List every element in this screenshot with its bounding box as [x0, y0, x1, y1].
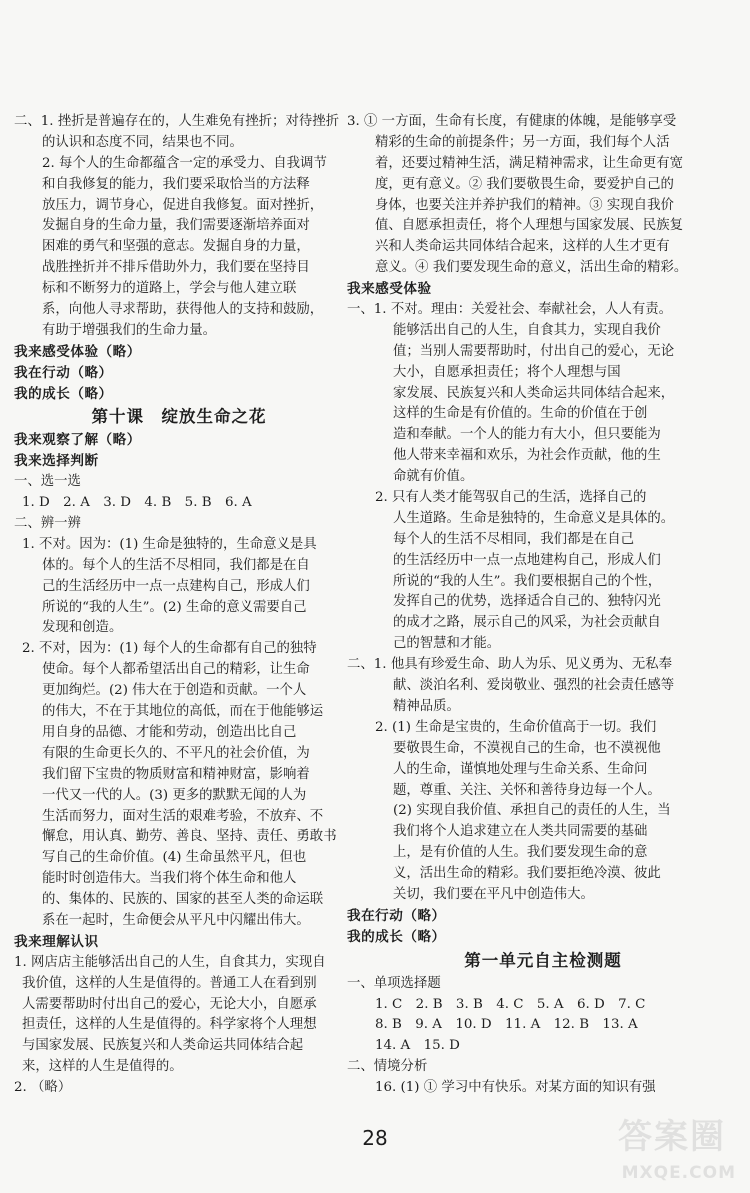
page-number: 28: [362, 1126, 388, 1150]
section-heading: 我的成长（略）: [14, 385, 113, 402]
section-heading: 我在行动（略）: [347, 907, 446, 924]
section-heading: 我来感受体验（略）: [14, 343, 141, 360]
text-line: 献、淡泊名利、爱岗敬业、强烈的社会责任感等: [393, 678, 675, 694]
text-line: 每个人的生活不尽相同，我们都是在自己: [393, 531, 635, 547]
text-line: 更加绚烂。(2) 伟大在于创造和贡献。一个人: [42, 683, 307, 699]
text-line: 意义。④ 我们要发现生命的意义，活出生命的精彩。: [375, 260, 688, 276]
text-line: 要敬畏生命，不漠视自己的生命，也不漠视他: [393, 740, 661, 756]
text-line: 一、选一选: [14, 474, 81, 490]
text-line: 值；当别人需要帮助时，付出自己的爱心，无论: [393, 343, 675, 359]
text-line: 的成才之路，展示自己的风采，为社会贡献自: [393, 615, 661, 631]
text-line: 一、单项选择题: [347, 975, 441, 991]
text-line: 所说的“我的人生”。我们要根据自己的个性，: [393, 573, 662, 589]
text-line: 写自己的生命价值。(4) 生命虽然平凡，但也: [42, 850, 307, 866]
text-line: 造和奉献。一个人的能力有大小，但只要能为: [393, 427, 661, 443]
text-line: 二、情境分析: [347, 1059, 428, 1075]
text-line: 战胜挫折并不排斥借助外力，我们要在坚持目: [42, 260, 310, 276]
text-line: 发现和创造。: [42, 620, 123, 636]
text-line: 2. 每个人的生命都蕴含一定的承受力、自我调节: [42, 155, 327, 171]
text-line: 这样的生命是有价值的。生命的价值在于创: [393, 406, 648, 422]
text-line: 大小，自愿承担责任；将个人理想与国: [393, 364, 621, 380]
text-line: 16. (1) ① 学习中有快乐。对某方面的知识有强: [375, 1080, 656, 1096]
text-line: 有限的生命更长久的、不平凡的社会价值，为: [42, 745, 310, 761]
text-line: 1. D 2. A 3. D 4. B 5. B 6. A: [22, 495, 252, 511]
text-line: (2) 实现自我价值、承担自己的责任的人生，当: [393, 803, 671, 819]
text-line: 的认识和态度不同，结果也不同。: [42, 134, 243, 150]
text-line: 命就有价值。: [393, 469, 474, 485]
text-line: 使命。每个人都希望活出自己的精彩，让生命: [42, 662, 310, 678]
watermark-logo: [604, 1107, 744, 1185]
text-line: 义，活出生命的精彩。我们要拒绝冷漠、彼此: [393, 866, 661, 882]
text-line: 身体，也要关注并养护我们的精神。③ 实现自我价: [375, 197, 674, 213]
text-line: 题，尊重、关注、关怀和善待身边每一个人。: [393, 782, 661, 798]
text-line: 他人带来幸福和欢乐，为社会作贡献，他的生: [393, 448, 661, 464]
text-line: 人需要帮助时付出自己的爱心，无论大小，自愿承: [22, 996, 317, 1012]
text-line: 精神品质。: [393, 698, 460, 714]
text-line: 家发展、民族复兴和人类命运共同体结合起来，: [393, 385, 675, 401]
text-line: 3. ① 一方面，生命有长度，有健康的体魄，是能够享受: [347, 114, 677, 129]
text-line: 体的。每个人的生活不尽相同，我们都是在自: [42, 557, 310, 573]
watermark-text: 答案圈: [618, 1117, 726, 1157]
lesson-title: 第十课 绽放生命之花: [91, 407, 267, 427]
text-line: 用自身的品德、才能和劳动，创造出比自己: [42, 724, 297, 740]
text-line: 二、1. 挫折是普遍存在的，人生难免有挫折；对待挫折: [14, 114, 340, 129]
text-line: 所说的“我的人生”。(2) 生命的意义需要自己: [42, 599, 307, 615]
text-line: 2. (1) 生命是宝贵的，生命价值高于一切。我们: [375, 719, 657, 735]
text-line: 关切，我们要在平凡中创造伟大。: [393, 886, 594, 902]
text-line: 二、1. 他具有珍爱生命、助人为乐、见义勇为、无私奉: [347, 657, 673, 673]
text-line: 着，还要过精神生活，满足精神需求，让生命更有宽: [375, 155, 683, 171]
section-heading: 我来观察了解（略）: [14, 432, 141, 449]
text-line: 发掘自身的生命力量，我们需要逐渐培养面对: [42, 218, 310, 234]
watermark-url: MXQE.COM: [621, 1163, 736, 1183]
text-line: 能够活出自己的人生，自食其力，实现自我价: [393, 322, 661, 338]
text-line: 的伟大，不在于其地位的高低，而在于他能够运: [42, 704, 324, 720]
text-line: 兴和人类命运共同体结合起来，这样的人生才更有: [375, 239, 670, 255]
text-line: 8. B 9. A 10. D 11. A 12. B 13. A: [375, 1017, 638, 1033]
text-line: 系，向他人寻求帮助，获得他人的支持和鼓励，: [42, 302, 324, 318]
section-heading: 我的成长（略）: [347, 928, 446, 945]
text-line: 我们留下宝贵的物质财富和精神财富，影响着: [42, 766, 310, 782]
text-line: 2. 不对，因为：(1) 每个人的生命都有自己的独特: [22, 641, 317, 657]
text-line: 1. C 2. B 3. B 4. C 5. A 6. D 7. C: [375, 996, 646, 1012]
text-line: 我价值，这样的人生是值得的。普通工人在看到别: [22, 975, 317, 991]
section-heading: 我来选择判断: [14, 453, 99, 470]
text-line: 的生活经历中一点一点地建构自己，形成人们: [393, 552, 661, 568]
text-line: 上，是有价值的人生。我们要发现生命的意: [393, 845, 648, 861]
text-line: 2. （略）: [14, 1080, 72, 1096]
text-line: 人的生命，谨慎地处理与生命关系、生命问: [393, 761, 648, 777]
text-line: 值、自愿承担责任，将个人理想与国家发展、民族复: [375, 218, 683, 234]
text-line: 一、1. 不对。理由：关爱社会、奉献社会，人人有责。: [347, 302, 673, 318]
text-line: 的、集体的、民族的、国家的甚至人类的命运联: [42, 892, 324, 908]
text-line: 精彩的生命的前提条件；另一方面，我们每个人活: [375, 134, 670, 150]
text-line: 困难的勇气和坚强的意志。发掘自身的力量，: [42, 239, 310, 255]
text-line: 己的生活经历中一点一点建构自己，形成人们: [42, 578, 310, 594]
text-line: 和自我修复的能力，我们要采取恰当的方法释: [42, 176, 310, 192]
text-line: 二、辨一辨: [14, 516, 81, 532]
text-line: 放压力，调节身心，促进自我修复。面对挫折，: [42, 197, 324, 213]
text-line: 系在一起时，生命便会从平凡中闪耀出伟大。: [42, 912, 310, 928]
text-line: 14. A 15. D: [375, 1038, 460, 1054]
lesson-title: 第一单元自主检测题: [464, 950, 622, 970]
text-line: 与国家发展、民族复兴和人类命运共同体结合起: [22, 1038, 304, 1054]
section-heading: 我来感受体验: [347, 281, 432, 298]
text-line: 担责任，这样的人生是值得的。科学家将个人理想: [22, 1017, 317, 1033]
text-line: 能时时创造伟大。当我们将个体生命和他人: [42, 871, 297, 887]
text-line: 懈怠，用认真、勤劳、善良、坚持、责任、勇敢书: [42, 829, 337, 845]
text-line: 生活而努力，面对生活的艰难考验，不放弃、不: [42, 808, 324, 824]
section-heading: 我在行动（略）: [14, 364, 113, 381]
text-line: 1. 网店店主能够活出自己的人生，自食其力，实现自: [14, 954, 326, 970]
section-heading: 我来理解认识: [14, 933, 99, 950]
left-column: [14, 112, 344, 1099]
text-line: 来，这样的人生是值得的。: [22, 1059, 183, 1075]
text-line: 一代又一代的人。(3) 更多的默默无闻的人为: [42, 787, 307, 803]
text-line: 己的智慧和才能。: [393, 636, 501, 652]
text-line: 有助于增强我们的生命力量。: [42, 322, 217, 338]
text-line: 发挥自己的优势，选择适合自己的、独特闪光: [393, 594, 661, 610]
text-line: 度，更有意义。② 我们要敬畏生命，要爱护自己的: [375, 176, 674, 192]
text-line: 我们将个人追求建立在人类共同需要的基础: [393, 824, 648, 840]
text-line: 2. 只有人类才能驾驭自己的生活，选择自己的: [375, 490, 647, 506]
text-line: 1. 不对。因为：(1) 生命是独特的，生命意义是具: [22, 536, 317, 552]
right-column: [347, 112, 739, 1099]
text-line: 标和不断努力的道路上，学会与他人建立联: [42, 281, 297, 297]
text-line: 人生道路。生命是独特的，生命意义是具体的。: [393, 510, 675, 526]
